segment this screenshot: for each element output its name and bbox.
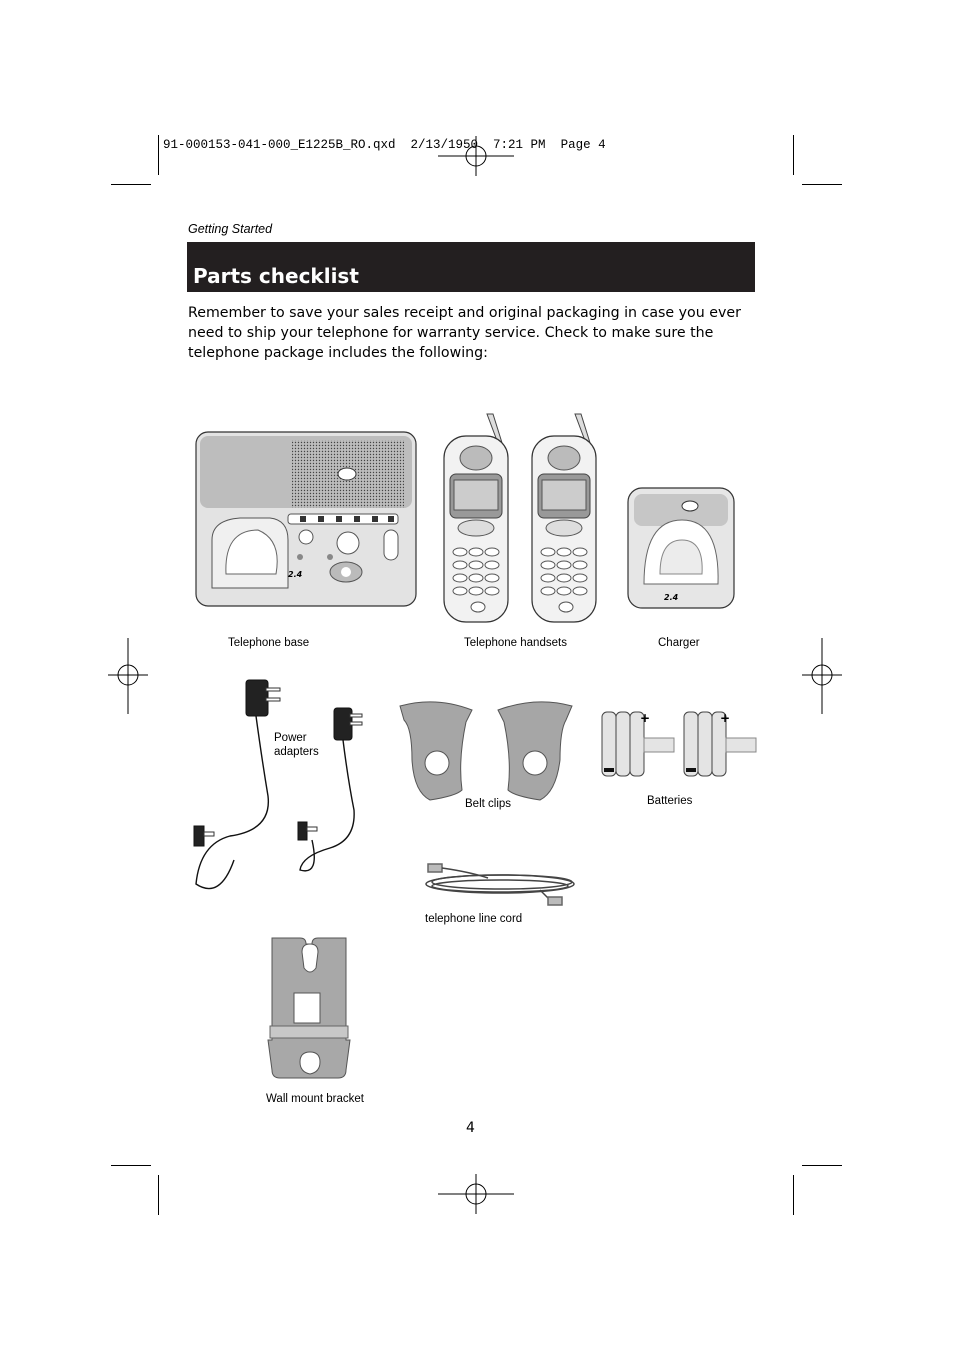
- page-number: 4: [466, 1120, 475, 1136]
- battery-pack-illustration: [602, 711, 756, 776]
- wall-mount-bracket-illustration: [268, 938, 350, 1078]
- svg-text:+: +: [720, 711, 731, 725]
- caption-line-cord: telephone line cord: [425, 913, 523, 925]
- belt-clip-illustration: [400, 702, 572, 800]
- intro-paragraph: Remember to save your sales receipt and original packaging in case you ever need to ship your telephone for warranty service. Check to make sure the telephone package includes the following:: [188, 305, 741, 361]
- telephone-base-illustration: [196, 432, 416, 606]
- telephone-handset-illustration: [532, 414, 596, 622]
- telephone-line-cord-illustration: [426, 864, 574, 905]
- svg-text:+: +: [640, 711, 651, 725]
- file-slug: 91-000153-041-000_E1225B_RO.qxd 2/13/1950 7:21 PM Page 4: [163, 138, 606, 152]
- svg-text:2.4: 2.4: [288, 570, 303, 579]
- caption-batteries: Batteries: [647, 795, 693, 807]
- svg-text:2.4: 2.4: [664, 593, 679, 602]
- power-adapter-illustration: [194, 680, 362, 889]
- caption-power-adapters-line1: Power: [274, 732, 307, 744]
- section-label: Getting Started: [188, 222, 273, 236]
- caption-belt-clips: Belt clips: [465, 798, 512, 810]
- telephone-handset-illustration: [444, 414, 508, 622]
- caption-charger: Charger: [658, 637, 700, 649]
- page-title: Parts checklist: [193, 264, 359, 288]
- charger-illustration: [628, 488, 734, 608]
- caption-wall-mount-bracket: Wall mount bracket: [266, 1093, 364, 1105]
- caption-power-adapters-line2: adapters: [274, 746, 319, 758]
- caption-telephone-handsets: Telephone handsets: [464, 637, 567, 649]
- caption-telephone-base: Telephone base: [228, 637, 310, 649]
